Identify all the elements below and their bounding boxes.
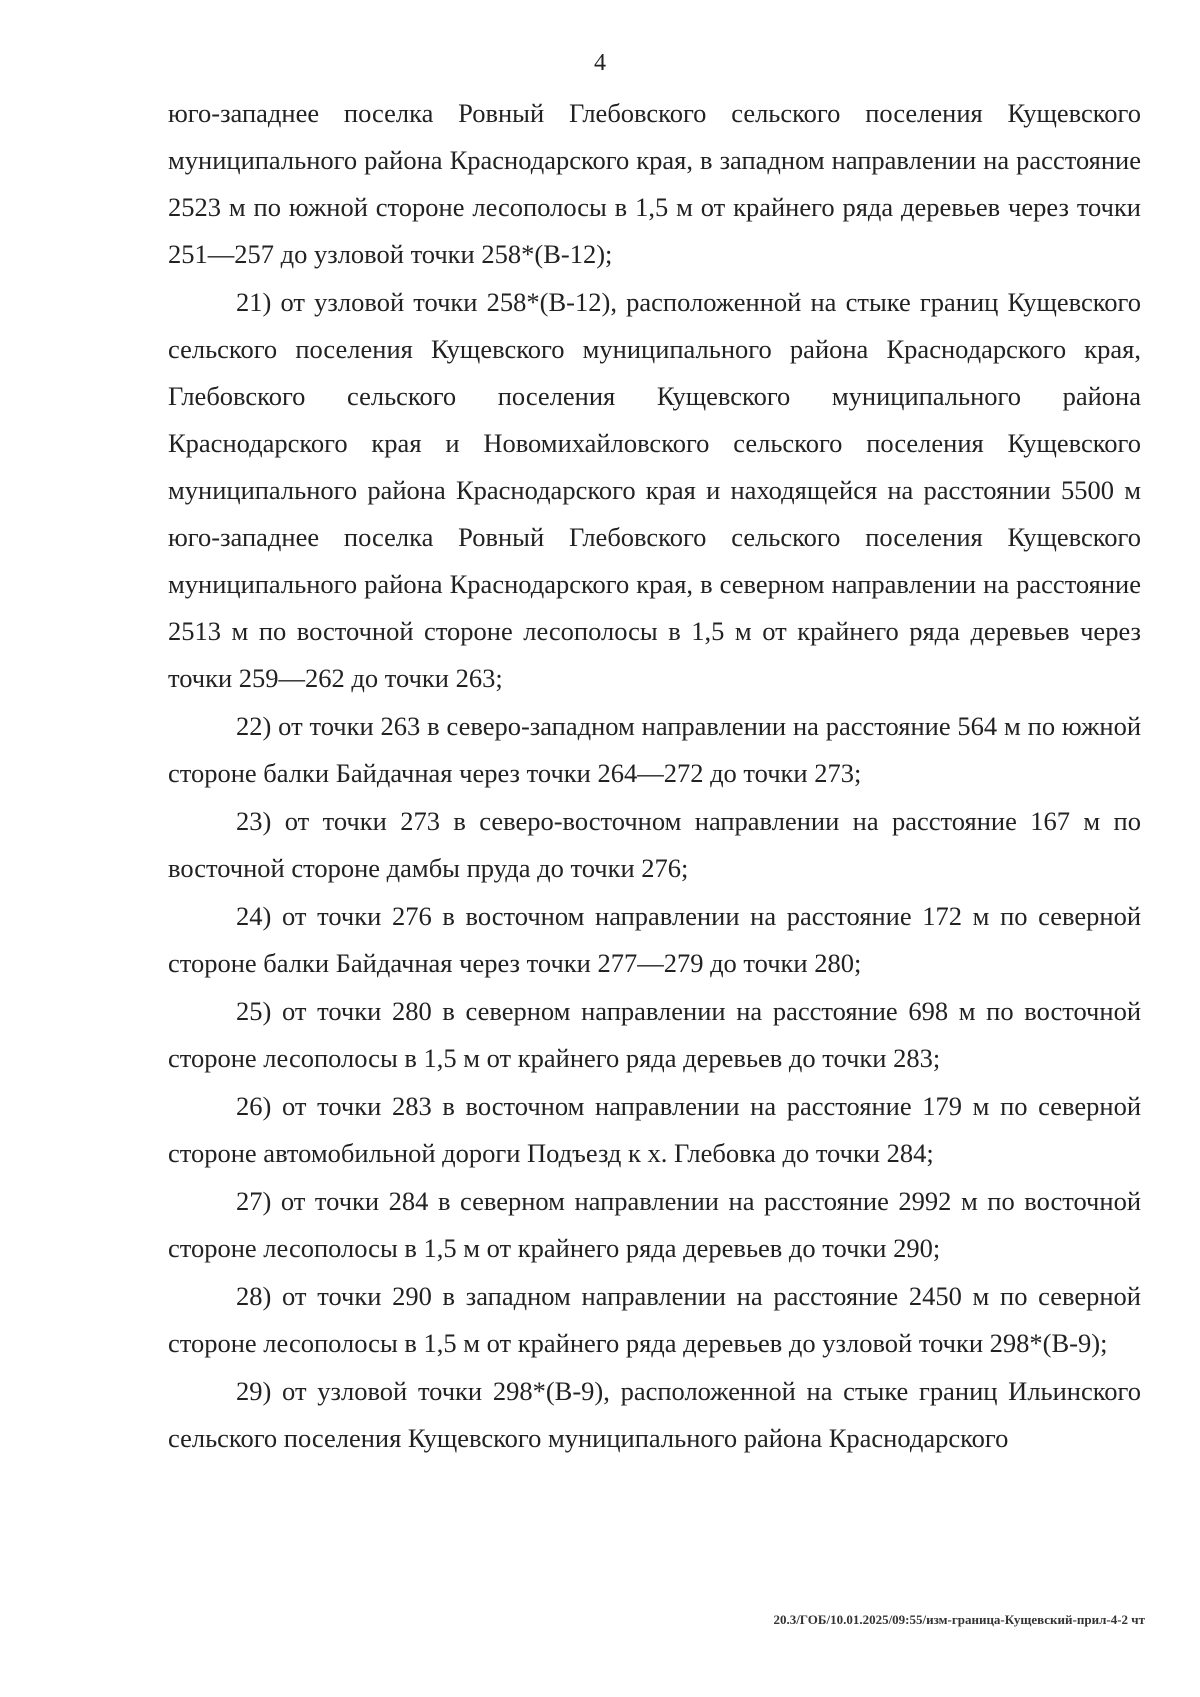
paragraph-item-29: 29) от узловой точки 298*(В-9), расположенной на стыке границ Ильинского сельского поселения Кущевского муниципального района Краснодарского xyxy=(168,1376,1141,1453)
page-number: 4 xyxy=(594,50,606,76)
paragraph-item-25: 25) от точки 280 в северном направлении на расстояние 698 м по восточной стороне лесополосы в 1,5 м от крайнего ряда деревьев до точки 283; xyxy=(168,996,1141,1073)
paragraph-item-23: 23) от точки 273 в северо-восточном направлении на расстояние 167 м по восточной стороне дамбы пруда до точки 276; xyxy=(168,806,1141,883)
paragraph-item-28: 28) от точки 290 в западном направлении на расстояние 2450 м по северной стороне лесополосы в 1,5 м от крайнего ряда деревьев до узловой точки 298*(В-9); xyxy=(168,1281,1141,1358)
paragraph-continuation: юго-западнее поселка Ровный Глебовского сельского поселения Кущевского муниципального района Краснодарского края, в западном направлении на расстояние 2523 м по южной стороне лесополосы в 1,5 м от крайнего ряда деревьев через точки 251—257 до узловой точки 258*(В-12); xyxy=(168,98,1141,269)
paragraph-item-26: 26) от точки 283 в восточном направлении на расстояние 179 м по северной стороне автомобильной дороги Подъезд к х. Глебовка до точки 284; xyxy=(168,1091,1141,1168)
paragraph-item-22: 22) от точки 263 в северо-западном направлении на расстояние 564 м по южной стороне балки Байдачная через точки 264—272 до точки 273; xyxy=(168,711,1141,788)
paragraph-item-21: 21) от узловой точки 258*(В-12), расположенной на стыке границ Кущевского сельского поселения Кущевского муниципального района Краснодарского края, Глебовского сельского поселения Кущевского муниципального района Краснодарского края и Новомихайловского сельского поселения Кущевского муниципального района Краснодарского края и находящейся на расстоянии 5500 м юго-западнее поселка Ровный Глебовского сельского поселения Кущевского муниципального района Краснодарского края, в северном направлении на расстояние 2513 м по восточной стороне лесополосы в 1,5 м от крайнего ряда деревьев через точки 259—262 до точки 263; xyxy=(168,287,1141,693)
document-body xyxy=(168,90,1141,1462)
document-footer-reference: 20.3/ГОБ/10.01.2025/09:55/изм-граница-Кущевский-прил-4-2 чт xyxy=(773,1612,1145,1627)
paragraph-item-24: 24) от точки 276 в восточном направлении на расстояние 172 м по северной стороне балки Байдачная через точки 277—279 до точки 280; xyxy=(168,901,1141,978)
paragraph-item-27: 27) от точки 284 в северном направлении на расстояние 2992 м по восточной стороне лесополосы в 1,5 м от крайнего ряда деревьев до точки 290; xyxy=(168,1186,1141,1263)
